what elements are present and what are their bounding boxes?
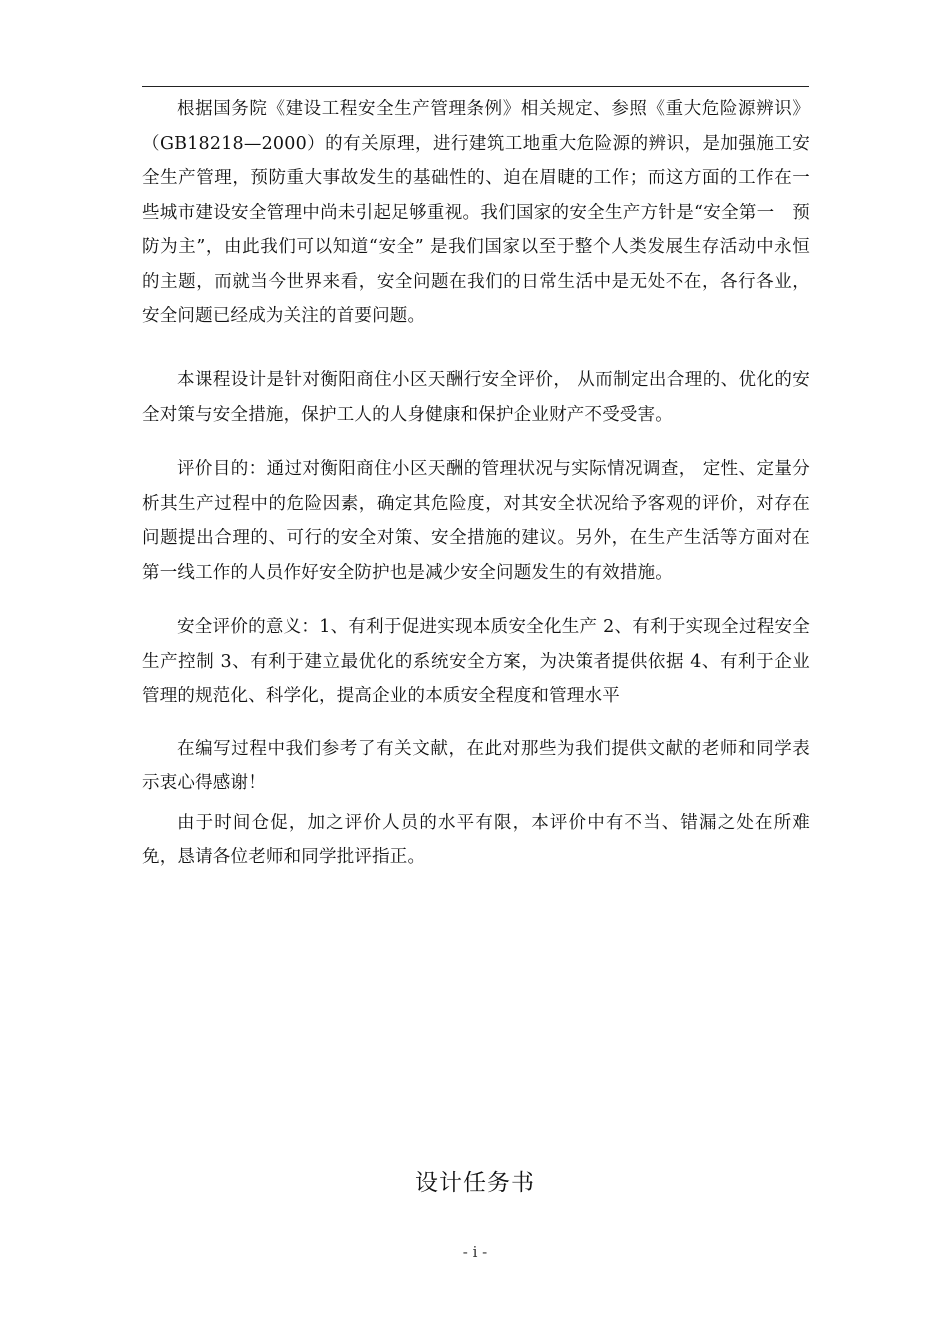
paragraph-evaluation-significance: 安全评价的意义：1、有利于促进实现本质安全化生产 2、有利于实现全过程安全生产控制 3、有利于建立最优化的系统安全方案，为决策者提供依据 4、有利于企业管理的规范化、科学化，提高企业的本质安全程度和管理水平 bbox=[142, 617, 810, 706]
paragraph-course-design: 本课程设计是针对衡阳商住小区天酬行安全评价， 从而制定出合理的、优化的安全对策与安全措施，保护工人的人身健康和保护企业财产不受受害。 bbox=[142, 370, 810, 425]
page-number: - i - bbox=[462, 1243, 488, 1261]
paragraph-evaluation-purpose: 评价目的：通过对衡阳商住小区天酬的管理状况与实际情况调查， 定性、定量分析其生产过程中的危险因素，确定其危险度，对其安全状况给予客观的评价，对存在问题提出合理的、可行的安全对策、安全措施的建议。另外，在生产生活等方面对在第一线工作的人员作好安全防护也是减少安全问题发生的有效措施。 bbox=[142, 459, 810, 583]
header-rule bbox=[142, 86, 809, 87]
paragraph-acknowledgement: 在编写过程中我们参考了有关文献，在此对那些为我们提供文献的老师和同学表示衷心得感谢！ bbox=[142, 739, 810, 793]
section-title: 设计任务书 bbox=[415, 1170, 535, 1196]
paragraph-intro: 根据国务院《建设工程安全生产管理条例》相关规定、参照《重大危险源辨识》（GB18218—2000）的有关原理，进行建筑工地重大危险源的辨识，是加强施工安全生产管理，预防重大事故发生的基础性的、迫在眉睫的工作；而这方面的工作在一些城市建设安全管理中尚未引起足够重视。我们国家的安全生产方针是“安全第一 预防为主”，由此我们可以知道“安全” 是我们国家以至于整个人类发展生存活动中永恒的主题，而就当今世界来看，安全问题在我们的日常生活中是无处不在，各行各业，安全问题已经成为关注的首要问题。 bbox=[142, 99, 810, 326]
paragraph-disclaimer: 由于时间仓促，加之评价人员的水平有限，本评价中有不当、错漏之处在所难免，恳请各位老师和同学批评指正。 bbox=[142, 813, 810, 867]
